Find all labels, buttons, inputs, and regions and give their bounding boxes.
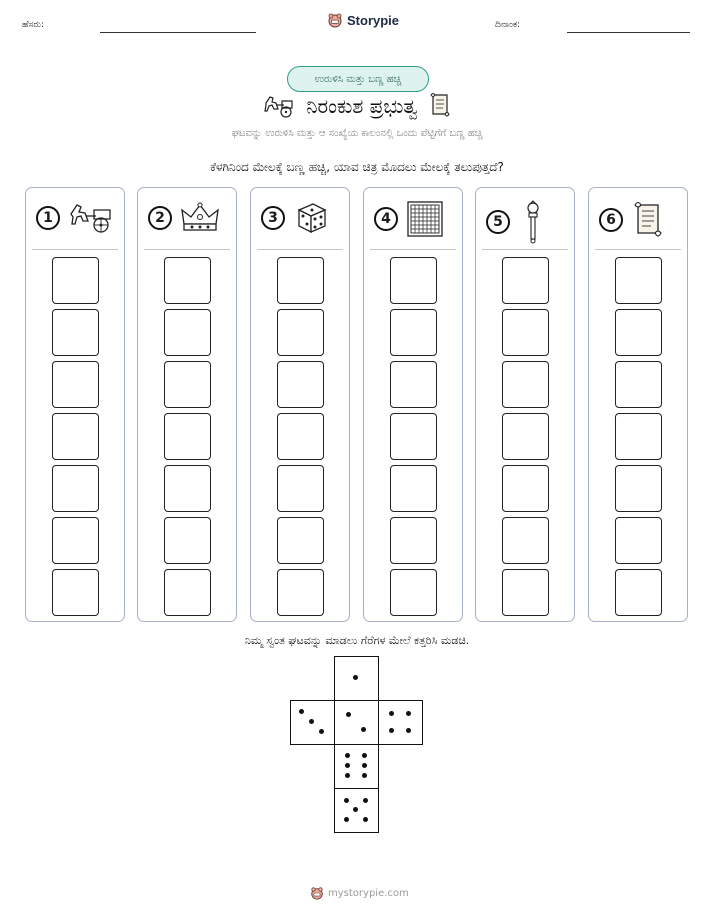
pip — [346, 712, 351, 717]
color-box[interactable] — [164, 361, 211, 408]
question-text: ಕೆಳಗಿನಿಂದ ಮೇಲಕ್ಕೆ ಬಣ್ಣ ಹಚ್ಚಿ, ಯಾವ ಚಿತ್ರ ಮೊದಲು ಮೇಲಕ್ಕೆ ತಲುಪುತ್ತದೆ? — [210, 160, 504, 174]
grid-icon — [406, 200, 444, 238]
column-1 — [25, 187, 125, 622]
activity-pill: ಉರುಳಿಸಿ ಮತ್ತು ಬಣ್ಣ ಹಚ್ಚಿ — [287, 66, 429, 92]
color-box[interactable] — [52, 413, 99, 460]
pip — [353, 807, 358, 812]
pip — [344, 798, 349, 803]
column-divider — [32, 249, 118, 250]
dice-face-6 — [334, 744, 379, 789]
color-box[interactable] — [390, 361, 437, 408]
color-box[interactable] — [164, 517, 211, 564]
color-box[interactable] — [277, 517, 324, 564]
name-label: ಹೆಸರು: — [22, 20, 45, 30]
color-box[interactable] — [390, 257, 437, 304]
cut-fold-instruction: ನಿಮ್ಮ ಸ್ವಂತ ಘಟವನ್ನು ಮಾಡಲು ಗೆರೆಗಳ ಮೇಲೆ ಕತ್ತರಿಸಿ ಮಡಚಿ. — [244, 634, 470, 647]
pip — [362, 763, 367, 768]
column-6 — [588, 187, 688, 622]
color-box[interactable] — [277, 569, 324, 616]
column-number: 3 — [261, 206, 285, 230]
column-divider — [144, 249, 230, 250]
color-box[interactable] — [502, 257, 549, 304]
color-box[interactable] — [277, 413, 324, 460]
brand-logo — [327, 12, 399, 28]
footer — [310, 886, 409, 900]
color-box[interactable] — [390, 309, 437, 356]
pip — [319, 729, 324, 734]
pip — [362, 773, 367, 778]
color-box[interactable] — [277, 465, 324, 512]
pip — [361, 727, 366, 732]
pip — [309, 719, 314, 724]
color-box[interactable] — [615, 309, 662, 356]
color-box[interactable] — [52, 361, 99, 408]
storypie-mascot-icon — [327, 12, 343, 28]
color-box[interactable] — [615, 257, 662, 304]
dice-face-5 — [334, 788, 379, 833]
date-line[interactable] — [567, 32, 690, 33]
pip — [299, 709, 304, 714]
color-box[interactable] — [164, 465, 211, 512]
color-box[interactable] — [502, 413, 549, 460]
dice-face-2 — [334, 700, 379, 745]
color-box[interactable] — [615, 517, 662, 564]
pip — [406, 711, 411, 716]
column-number: 4 — [374, 207, 398, 231]
pip — [344, 817, 349, 822]
color-box[interactable] — [52, 309, 99, 356]
footer-url[interactable]: mystorypie.com — [328, 887, 409, 899]
color-box[interactable] — [502, 309, 549, 356]
pip — [389, 728, 394, 733]
color-box[interactable] — [52, 569, 99, 616]
column-divider — [370, 249, 456, 250]
dice-face-1 — [334, 656, 379, 701]
pip — [389, 711, 394, 716]
column-number: 5 — [486, 210, 510, 234]
color-box[interactable] — [502, 517, 549, 564]
column-number: 6 — [599, 208, 623, 232]
chariot-icon — [68, 200, 116, 236]
color-box[interactable] — [164, 257, 211, 304]
storypie-mascot-icon — [310, 886, 324, 900]
color-box[interactable] — [615, 413, 662, 460]
column-2 — [137, 187, 237, 622]
pip — [345, 763, 350, 768]
dice-face-4 — [378, 700, 423, 745]
color-box[interactable] — [502, 569, 549, 616]
column-divider — [482, 249, 568, 250]
pip — [362, 753, 367, 758]
scepter-icon — [518, 200, 548, 244]
dice-icon — [293, 200, 329, 236]
color-box[interactable] — [277, 361, 324, 408]
color-box[interactable] — [390, 465, 437, 512]
pip — [353, 675, 358, 680]
pip — [363, 817, 368, 822]
column-divider — [595, 249, 681, 250]
column-3 — [250, 187, 350, 622]
color-box[interactable] — [277, 309, 324, 356]
color-box[interactable] — [277, 257, 324, 304]
dice-face-3 — [290, 700, 335, 745]
color-box[interactable] — [390, 413, 437, 460]
color-box[interactable] — [615, 361, 662, 408]
color-box[interactable] — [502, 465, 549, 512]
column-4 — [363, 187, 463, 622]
column-divider — [257, 249, 343, 250]
color-box[interactable] — [52, 517, 99, 564]
color-box[interactable] — [164, 569, 211, 616]
column-number: 1 — [36, 206, 60, 230]
crown-icon — [180, 200, 220, 236]
color-box[interactable] — [164, 413, 211, 460]
color-box[interactable] — [615, 465, 662, 512]
date-label: ದಿನಾಂಕ: — [495, 20, 521, 30]
pip — [406, 728, 411, 733]
color-box[interactable] — [615, 569, 662, 616]
column-5 — [475, 187, 575, 622]
chariot-icon — [262, 93, 296, 119]
title-row — [0, 92, 714, 120]
color-box[interactable] — [52, 465, 99, 512]
name-line[interactable] — [100, 32, 256, 33]
page-subtitle: ಘಟವನ್ನು ಉರುಳಿಸಿ ಮತ್ತು ಆ ಸಂಖ್ಯೆಯ ಕಾಲಂನಲ್ಲಿ ಒಂದು ಪೆಟ್ಟಿಗೆಗೆ ಬಣ್ಣ ಹಚ್ಚಿ — [231, 128, 483, 139]
brand-name: Storypie — [347, 12, 400, 28]
column-number: 2 — [148, 206, 172, 230]
color-box[interactable] — [390, 517, 437, 564]
scroll-icon — [631, 200, 665, 240]
pip — [363, 798, 368, 803]
color-box[interactable] — [164, 309, 211, 356]
page-title: ನಿರಂಕುಶ ಪ್ರಭುತ್ವ — [306, 94, 418, 118]
color-box[interactable] — [390, 569, 437, 616]
pip — [345, 773, 350, 778]
color-box[interactable] — [502, 361, 549, 408]
pip — [345, 753, 350, 758]
color-box[interactable] — [52, 257, 99, 304]
scroll-icon — [428, 92, 452, 120]
